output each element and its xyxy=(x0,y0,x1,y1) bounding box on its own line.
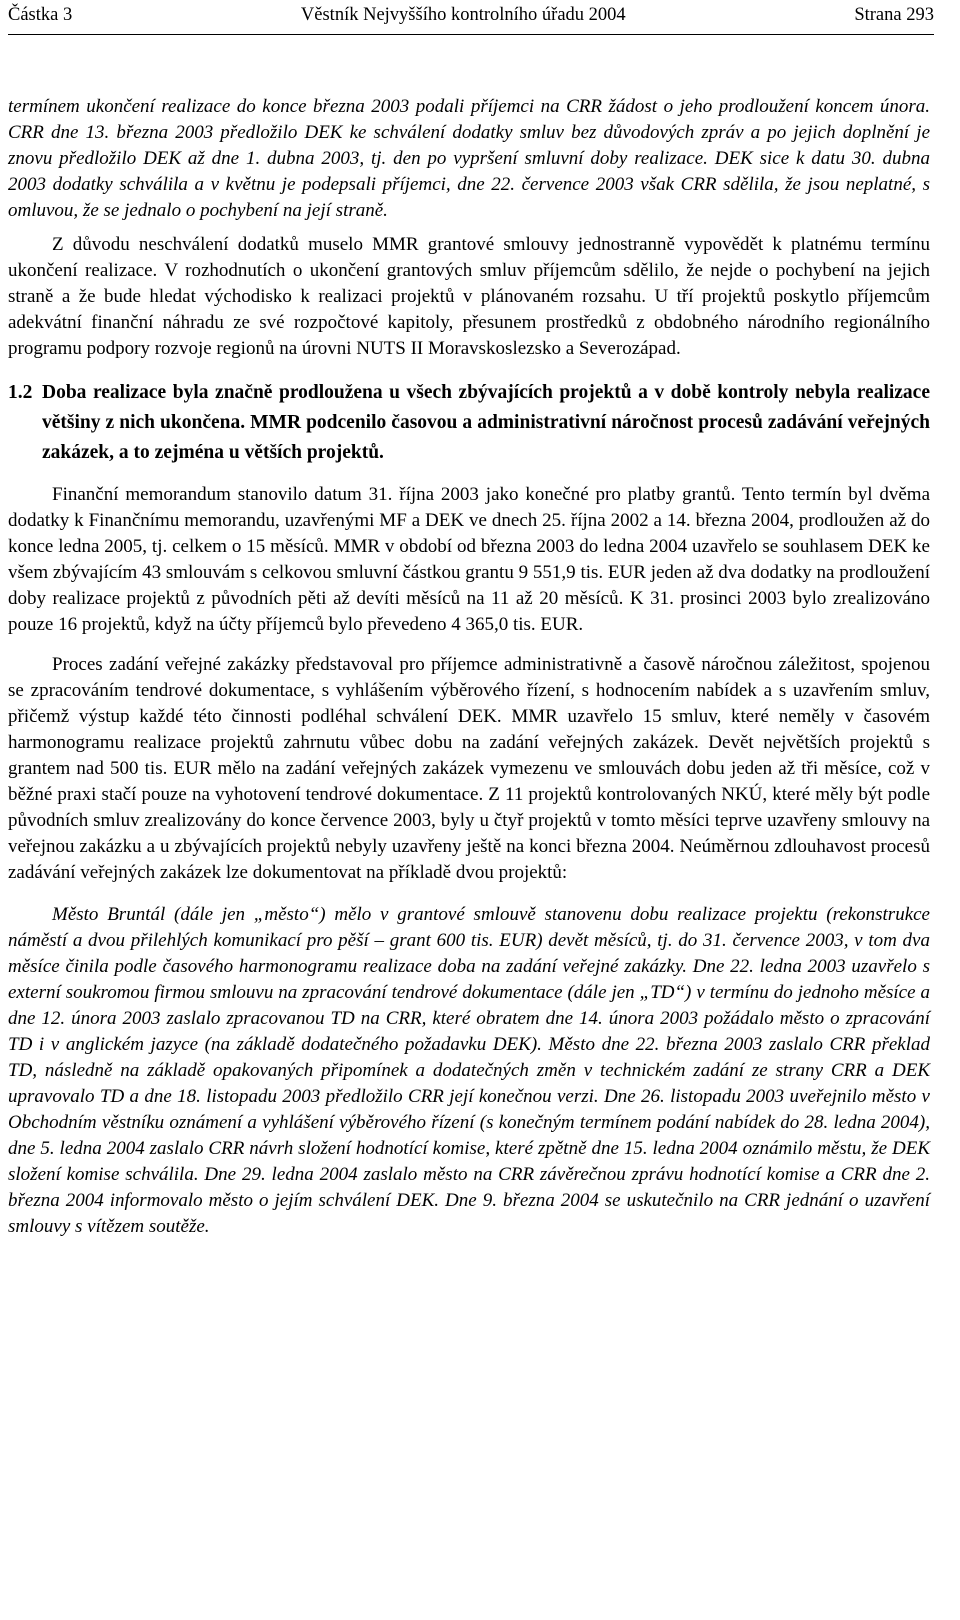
paragraph-italic-continuation: termínem ukončení realizace do konce března 2003 podali příjemci na CRR žádost o jeho prodloužení koncem února. CRR dne 13. března 2003 předložilo DEK ke schválení dodatky smluv bez důvodových zpráv a po jejich doplnění je znovu předložilo DEK až dne 1. dubna 2003, tj. den po vypršení smluvní doby realizace. DEK sice k datu 30. dubna 2003 dodatky schválila a v květnu je podepsali příjemci, dne 22. července 2003 však CRR sdělila, že jsou neplatné, s omluvou, že se jednalo o pochybení na její straně. xyxy=(8,96,930,221)
section-number: 1.2 xyxy=(8,382,33,403)
section-heading-text: Doba realizace byla značně prodloužena u všech zbývajících projektů a v době kontroly nebyla realizace většiny z nich ukončena. MMR podcenilo časovou a administrativní náročnost procesů zadávání veřejných zakázek, a to zejména u větších projektů. xyxy=(42,382,930,463)
paragraph-financial-memorandum: Finanční memorandum stanovilo datum 31. října 2003 jako konečné pro platby grantů. Tento termín byl dvěma dodatky k Finančnímu memorandu, uzavřenými MF a DEK ve dnech 25. října 2002 a 14. března 2004, prodloužen až do konce ledna 2005, tj. celkem o 15 měsíců. MMR v období od března 2003 do ledna 2004 uzavřelo se souhlasem DEK ke všem zbývajícím 43 smlouvám s celkovou smluvní částkou grantu 9 551,9 tis. EUR jeden až dva dodatky na prodloužení doby realizace projektů z původních pěti až devíti měsíců na 11 až 20 měsíců. K 31. prosinci 2003 bylo zrealizováno pouze 16 projektů, když na účty příjemců bylo převedeno 4 365,0 tis. EUR. xyxy=(8,484,930,635)
document-body xyxy=(8,94,930,1240)
paragraph-termination: Z důvodu neschválení dodatků muselo MMR grantové smlouvy jednostranně vypovědět k platnému termínu ukončení realizace. V rozhodnutích o ukončení grantových smluv příjemcům sdělilo, že nejde o pochybení na jejich straně a že bude hledat východisko k realizaci projektů v plánovaném rozsahu. U tří projektů poskytlo příjemcům adekvátní finanční náhradu ze své rozpočtové kapitoly, přesunem prostředků z obdobného národního regionálního programu podpory rozvoje regionů na úrovni NUTS II Moravskoslezsko a Severozápad. xyxy=(8,234,930,359)
header-title: Věstník Nejvyššího kontrolního úřadu 2004 xyxy=(300,5,626,25)
header-section: Částka 3 xyxy=(8,5,73,25)
paragraph-example-bruntal: Město Bruntál (dále jen „město“) mělo v grantové smlouvě stanovenu dobu realizace projektu (rekonstrukce náměstí a dvou přilehlých komunikací pro pěší – grant 600 tis. EUR) devět měsíců, tj. do 31. července 2003, v tom dva měsíce činila podle časového harmonogramu realizace doba na zadání veřejné zakázky. Dne 22. ledna 2003 uzavřelo s externí soukromou firmou smlouvu na zpracování tendrové dokumentace (dále jen „TD“) v termínu do jednoho měsíce a dne 12. února 2003 zaslalo zpracovanou TD na CRR, které obratem dne 14. února 2003 požádalo město o zpracování TD i v anglickém jazyce (na základě dodatečného požadavku DEK). Město dne 22. března 2003 zaslalo CRR překlad TD, následně na základě opakovaných připomínek a dodatečných změn v technickém zadání ze strany CRR a DEK upravovalo TD a dne 18. listopadu 2003 předložilo CRR její konečnou verzi. Dne 26. listopadu 2003 uveřejnilo město v Obchodním věstníku oznámení a vyhlášení výběrového řízení (s konečným termínem podání nabídek do 28. ledna 2004), dne 5. ledna 2004 zaslalo CRR návrh složení hodnotící komise, které zpětně dne 15. ledna 2004 oznámilo městu, že DEK složení komise schválila. Dne 29. ledna 2004 zaslalo město na CRR závěrečnou zprávu hodnotící komise a CRR dne 2. března 2004 informovalo město o jejím schválení DEK. Dne 9. března 2004 se uskutečnilo na CRR jednání o uzavření smlouvy s vítězem soutěže. xyxy=(8,904,930,1237)
paragraph-procurement-process: Proces zadání veřejné zakázky představoval pro příjemce administrativně a časově náročnou záležitost, spojenou se zpracováním tendrové dokumentace, s vyhlášením výběrového řízení, s hodnocením nabídek a s uzavřením smluv, přičemž výstup každé této činnosti podléhal schválení DEK. MMR uzavřelo 15 smluv, které neměly v časovém harmonogramu realizace projektů zahrnutu vůbec dobu na zadání veřejných zakázek. Devět největších projektů s grantem nad 500 tis. EUR mělo na zadání veřejných zakázek vymezenu ve smlouvách dobu jeden až tři měsíce, což v běžné praxi stačí pouze na vyhotovení tendrové dokumentace. Z 11 projektů kontrolovaných NKÚ, které měly být podle původních smluv zrealizovány do konce července 2003, byly u čtyř projektů v tomto měsíci teprve uzavřeny smlouvy na veřejnou zakázku a u zbývajících projektů nebyly uzavřeny ještě na konci března 2004. Neúměrnou zdlouhavost procesů zadávání veřejných zakázek lze dokumentovat na příkladě dvou projektů: xyxy=(8,654,930,883)
section-heading xyxy=(8,378,930,468)
header-page-number: Strana 293 xyxy=(854,5,934,25)
page-header xyxy=(8,4,934,35)
